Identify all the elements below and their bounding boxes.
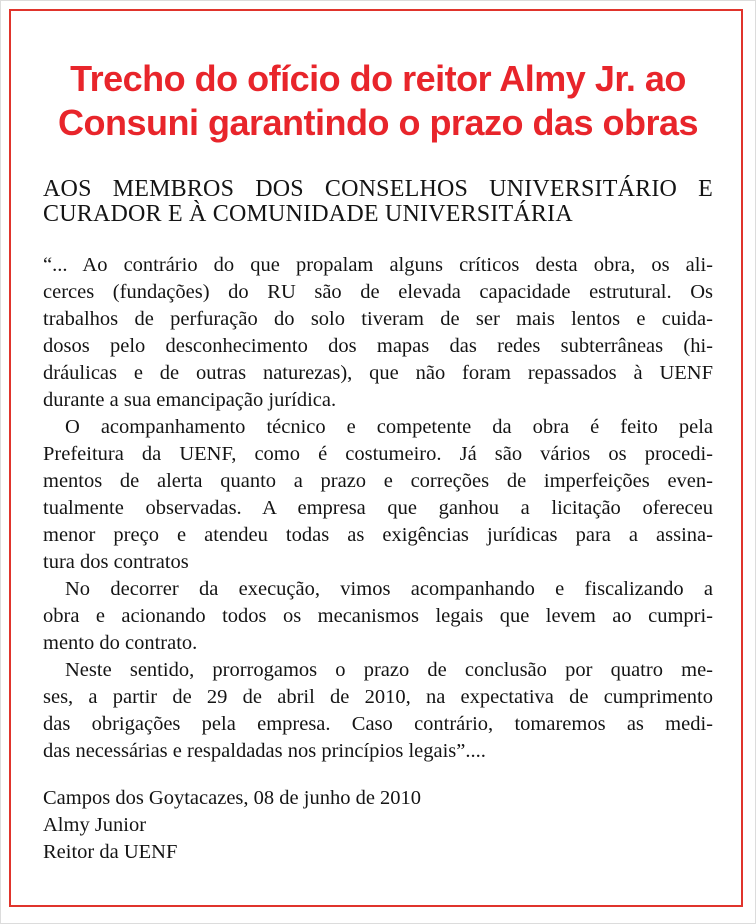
article-title [43,57,713,145]
body-line: tualmente observadas. A empresa que ganhou a licitação ofereceu [43,497,713,519]
salutation-block [43,177,713,227]
body-line: menor preço e atendeu todas as exigências jurídicas para a assina- [43,524,713,546]
signer-name: Almy Junior [43,814,147,836]
body-line: cerces (fundações) do RU são de elevada capacidade estrutural. Os [43,281,713,303]
body-line: Prefeitura da UENF, como é costumeiro. Já são vários os procedi- [43,443,713,465]
body-line: O acompanhamento técnico e competente da obra é feito pela [65,416,713,438]
body-line: ses, a partir de 29 de abril de 2010, na expectativa de cumprimento [43,686,713,708]
body-line: das obrigações pela empresa. Caso contrário, tomaremos as medi- [43,713,713,735]
body-line: “... Ao contrário do que propalam alguns críticos desta obra, os ali- [43,254,713,276]
date-line: Campos dos Goytacazes, 08 de junho de 2010 [43,787,422,809]
body-line: das necessárias e respaldadas nos princípios legais”.... [43,740,486,762]
body-line: obra e acionando todos os mecanismos legais que levem ao cumpri- [43,605,713,627]
body-line: mentos de alerta quanto a prazo e correções de imperfeições even- [43,470,713,492]
body-line: dráulicas e de outras naturezas), que não foram repassados à UENF [43,362,713,384]
body-line: No decorrer da execução, vimos acompanhando e fiscalizando a [65,578,713,600]
signature-block [43,785,713,866]
body-line: mento do contrato. [43,632,198,654]
signer-title: Reitor da UENF [43,841,178,863]
title-line-2: Consuni garantindo o prazo das obras [57,102,699,143]
salutation-line-2: CURADOR E À COMUNIDADE UNIVERSITÁRIA [43,201,573,227]
body-line: tura dos contratos [43,551,189,573]
letter-body [43,252,713,765]
body-line: durante a sua emancipação jurídica. [43,389,337,411]
body-line: trabalhos de perfuração do solo tiveram de ser mais lentos e cuida- [43,308,713,330]
title-line-1: Trecho do ofício do reitor Almy Jr. ao [70,58,686,99]
body-line: Neste sentido, prorrogamos o prazo de conclusão por quatro me- [65,659,713,681]
body-line: dosos pelo desconhecimento dos mapas das redes subterrâneas (hi- [43,335,713,357]
article-border-frame [9,9,743,907]
salutation-line-1: AOS MEMBROS DOS CONSELHOS UNIVERSITÁRIO E [43,176,713,202]
